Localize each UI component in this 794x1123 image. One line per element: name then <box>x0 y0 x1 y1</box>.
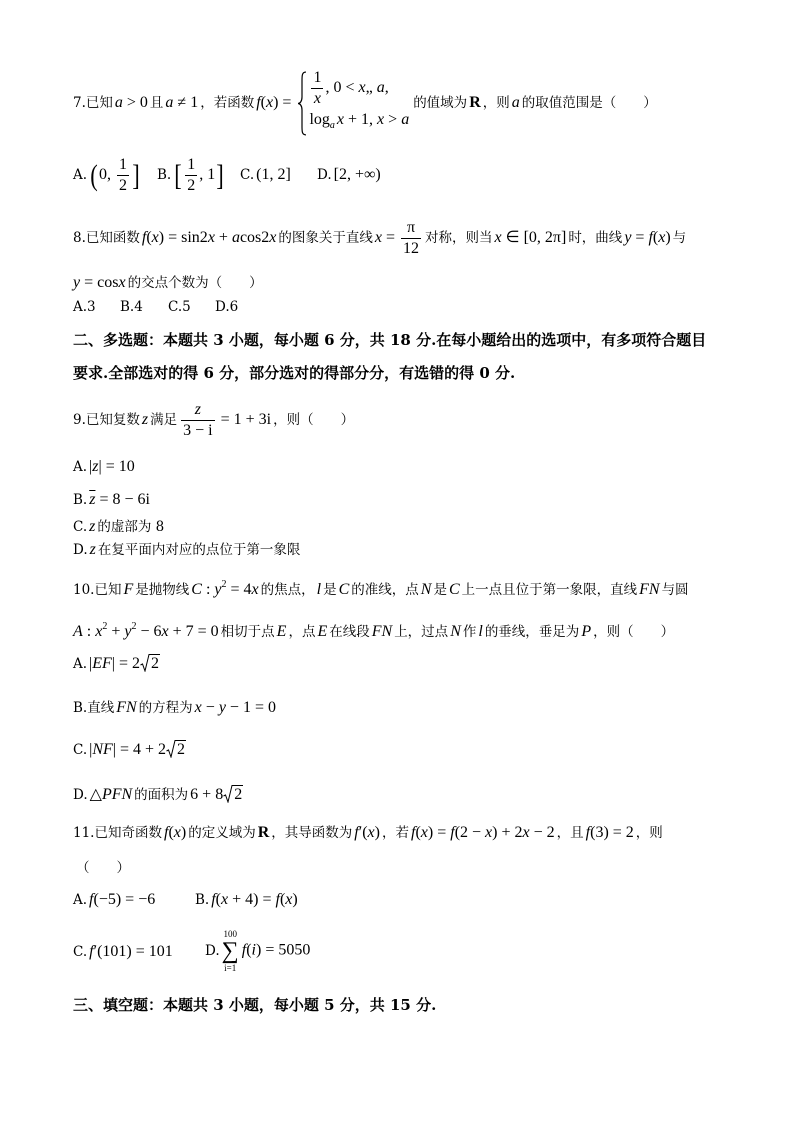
math-variable: l <box>478 623 483 640</box>
math-variable: x <box>420 824 428 841</box>
piecewise-function <box>297 69 409 138</box>
question-9-option-c <box>73 516 166 538</box>
text-run: 的图象关于直线 <box>278 230 373 246</box>
math-text: ( <box>279 891 286 908</box>
math-text: , <box>384 79 389 96</box>
math-text: ) + 2 <box>492 824 523 841</box>
math-variable: x <box>207 229 215 246</box>
fraction <box>117 156 129 195</box>
text-run: 10.已知 <box>73 582 122 598</box>
math-variable: C <box>338 581 350 598</box>
math-variable: FN <box>371 623 393 640</box>
text-run: 上一点且位于第一象限，直线 <box>461 582 638 598</box>
text-run: 时，曲线 <box>568 230 623 246</box>
text-run: A. <box>73 892 88 908</box>
math-variable: F <box>123 581 134 598</box>
math-text: π <box>406 219 416 236</box>
denominator <box>181 421 214 440</box>
text-run: 相切于点 <box>220 624 275 640</box>
math-variable: x <box>151 229 159 246</box>
math-text: ) <box>374 824 380 841</box>
math-variable: i <box>251 941 256 959</box>
question-11-option-a <box>73 889 155 911</box>
piecewise-row <box>309 108 409 138</box>
math-variable: C <box>448 581 460 598</box>
math-text: = <box>631 229 649 246</box>
text-run: B.直线 <box>73 700 115 716</box>
math-text: = 8 − 6i <box>95 491 150 508</box>
math-text: − 6 <box>136 623 162 640</box>
math-text: ≠ 1 <box>173 94 199 111</box>
superscript: 2 <box>221 579 227 590</box>
math-variable: x <box>522 824 530 841</box>
math-text: ) = sin2 <box>158 229 208 246</box>
math-text: 1 <box>313 69 322 86</box>
math-text: ( <box>168 824 174 841</box>
math-text: „ <box>365 79 377 96</box>
text-run: C. <box>73 519 88 535</box>
fraction <box>185 156 197 195</box>
math-text: : <box>201 581 215 598</box>
question-7-option-a <box>73 156 141 195</box>
numerator <box>401 219 421 239</box>
math-variable: x <box>336 111 345 128</box>
math-variable: y <box>624 229 632 246</box>
math-text: (2 − <box>454 824 486 841</box>
math-variable: x <box>658 229 666 246</box>
question-9-option-a <box>73 456 135 478</box>
text-run: 的面积为 <box>134 787 189 803</box>
math-variable: f <box>241 941 247 959</box>
conjugate-variable: $\overline{z}$ <box>89 491 96 508</box>
math-variable: N <box>450 623 461 640</box>
sigma-symbol: ∑ <box>221 938 239 964</box>
math-variable: f <box>648 229 653 246</box>
math-text: ′( <box>358 824 368 841</box>
math-variable: a <box>165 94 174 111</box>
math-text: + 4) = <box>228 891 276 908</box>
math-text: = cos <box>80 274 119 291</box>
math-variable: z <box>89 541 96 558</box>
math-text: = 4 <box>226 581 252 598</box>
math-text: ( <box>415 824 421 841</box>
math-text: | <box>89 458 93 475</box>
math-variable: f <box>89 891 94 908</box>
superscript: 2 <box>131 621 137 632</box>
fraction <box>311 69 323 108</box>
math-text: 12 <box>403 240 420 257</box>
text-run: 的定义域为 <box>188 825 256 841</box>
text-run: 上，过点 <box>394 624 449 640</box>
question-8-option-c <box>168 296 193 318</box>
text-run: B. <box>73 492 88 508</box>
question-11-option-d <box>205 929 310 973</box>
text-run: 作 <box>462 624 477 640</box>
text-run: ，若函数 <box>200 95 255 111</box>
text-run: 是 <box>433 582 447 598</box>
question-7-option-c <box>240 164 291 186</box>
denominator <box>117 176 129 195</box>
math-text: + 7 = 0 <box>168 623 219 640</box>
math-variable: y <box>214 581 222 598</box>
math-variable: N <box>420 581 432 598</box>
math-variable: x <box>118 274 126 291</box>
text-run: 的垂线，垂足为 <box>484 624 580 640</box>
math-variable: f <box>141 229 147 246</box>
numerator <box>185 156 197 176</box>
question-10-stem-continued <box>73 616 676 643</box>
text-run: A. <box>73 167 88 183</box>
text-run: 的值域为 <box>413 95 468 111</box>
math-variable: FN <box>116 699 137 716</box>
question-8-option-d <box>215 296 240 318</box>
option-label: D.6 <box>215 299 239 315</box>
text-run: 7.已知 <box>73 95 113 111</box>
question-11-stem-continued <box>76 857 132 879</box>
math-text: ∈ [0, 2π] <box>501 229 567 246</box>
math-text: 2 <box>119 177 128 194</box>
piecewise-rows <box>309 69 409 138</box>
radicand: 2 <box>177 741 186 758</box>
section-2-heading-continued: 要求.全部选对的得 6 分，部分选对的得部分分，有选错的得 0 分. <box>73 364 516 382</box>
text-run: D. <box>205 942 220 959</box>
math-variable: f <box>275 891 280 908</box>
math-variable: x <box>269 229 277 246</box>
question-9-stem <box>73 401 356 440</box>
question-7-stem <box>73 69 659 138</box>
text-run: 9.已知复数 <box>73 412 140 428</box>
text-run: 满足 <box>150 412 178 428</box>
math-text: [2, +∞) <box>333 166 381 183</box>
text-run: ，则（ ） <box>593 624 675 640</box>
math-text: ( <box>146 229 152 246</box>
math-variable: x <box>285 891 293 908</box>
text-run: D. <box>73 787 88 803</box>
math-variable: a <box>231 229 240 246</box>
text-run: 11.已知奇函数 <box>73 825 162 841</box>
left-brace <box>297 71 307 136</box>
math-variable: x <box>173 824 181 841</box>
text-run: C. <box>73 944 88 960</box>
math-text: ( <box>260 94 266 111</box>
radical-sign <box>166 740 176 758</box>
text-run: 是抛物线 <box>135 582 190 598</box>
square-root <box>166 740 186 759</box>
math-text: cos2 <box>239 229 270 246</box>
text-run: ，若 <box>381 825 409 841</box>
denominator <box>401 239 421 258</box>
math-variable: f <box>211 891 216 908</box>
math-text: 1 <box>119 156 128 173</box>
question-11-stem <box>73 822 665 844</box>
text-run: D. <box>317 167 332 183</box>
denominator <box>311 89 323 108</box>
math-text: 1 <box>187 156 196 173</box>
math-text: log <box>309 111 330 128</box>
radicand: 2 <box>151 655 160 672</box>
math-text: 6 + 8 <box>190 786 224 803</box>
math-variable: f <box>585 824 591 841</box>
question-8-option-a <box>73 296 98 318</box>
math-variable: x <box>265 94 274 111</box>
math-text: 0, <box>99 166 116 183</box>
math-variable: x <box>251 581 259 598</box>
math-variable: y <box>73 274 81 291</box>
question-10-option-b <box>73 697 276 719</box>
math-variable: E <box>317 623 328 640</box>
math-text: ) = <box>273 94 296 111</box>
text-run: 与圆 <box>661 582 689 598</box>
math-text: △ <box>89 786 102 803</box>
sum-lower-limit: i=1 <box>224 963 237 973</box>
question-10-stem <box>73 574 691 601</box>
text-run: ，则 <box>635 825 663 841</box>
question-9-option-b <box>73 489 150 511</box>
math-text: ( <box>215 891 221 908</box>
option-label: C.5 <box>168 299 191 315</box>
text-run: C. <box>73 742 88 758</box>
math-bold-set: R <box>469 94 481 111</box>
text-run: 是 <box>323 582 337 598</box>
math-text: | = 4 + 2 <box>112 741 167 758</box>
denominator <box>185 176 197 195</box>
math-text: : <box>82 623 96 640</box>
math-variable: a <box>511 94 520 111</box>
text-run: 且 <box>149 95 164 111</box>
text-run: 在线段 <box>329 624 370 640</box>
text-run: 的取值范围是（ ） <box>521 95 657 111</box>
radicand: 2 <box>234 786 243 803</box>
question-10-option-c <box>73 739 186 761</box>
summation <box>222 929 239 973</box>
math-variable: x <box>494 229 502 246</box>
fraction <box>401 219 421 258</box>
section-2-heading: 二、多选题：本题共 3 小题，每小题 6 分，共 18 分.在每小题给出的选项中，有多项符合题目 <box>73 331 707 349</box>
math-variable: x <box>485 824 493 841</box>
math-variable: f <box>163 824 169 841</box>
numerator <box>181 401 214 421</box>
math-text: , 0 < <box>325 79 359 96</box>
square-root <box>223 785 243 804</box>
math-variable: E <box>276 623 287 640</box>
interval-bracket: ( <box>90 158 98 192</box>
question-8-option-b <box>120 296 145 318</box>
text-run: B. <box>157 167 172 183</box>
math-variable: A <box>73 623 83 640</box>
question-7-option-b <box>157 156 225 195</box>
subscript: a <box>329 120 335 131</box>
math-variable: x <box>95 623 103 640</box>
math-text: | <box>89 741 93 758</box>
text-run: 的焦点， <box>260 582 315 598</box>
option-label: B.4 <box>120 299 143 315</box>
math-text: ) = <box>427 824 451 841</box>
text-run: （ ） <box>76 860 130 876</box>
math-text: (1, 2] <box>256 166 291 183</box>
math-variable: x <box>313 90 321 107</box>
math-text: ′(101) = 101 <box>93 943 173 960</box>
text-run: D. <box>73 542 88 558</box>
math-variable: l <box>316 581 322 598</box>
math-variable: x <box>358 79 366 96</box>
math-variable: NF <box>92 741 113 758</box>
math-text: + <box>214 229 232 246</box>
math-variable: z <box>92 458 99 475</box>
math-variable: z <box>194 401 201 418</box>
math-text: ) <box>180 824 187 841</box>
math-variable: x <box>374 229 382 246</box>
math-variable: x <box>161 623 169 640</box>
text-run: ，则（ ） <box>273 412 355 428</box>
math-text: + <box>107 623 125 640</box>
interval-bracket: ] <box>216 158 224 192</box>
math-text: 2 <box>187 177 196 194</box>
math-text: | <box>89 655 93 672</box>
math-variable: C <box>191 581 202 598</box>
math-text: − 2 <box>529 824 555 841</box>
radical-sign <box>140 654 150 672</box>
fraction <box>181 401 214 440</box>
question-7-option-d <box>317 164 381 186</box>
math-text: = <box>382 229 400 246</box>
superscript: 2 <box>102 621 108 632</box>
math-variable: x <box>377 111 385 128</box>
numerator <box>311 69 323 89</box>
question-8-stem <box>73 219 688 258</box>
math-text: ) <box>665 229 671 246</box>
math-text: (−5) = −6 <box>93 891 156 908</box>
math-variable: y <box>124 623 132 640</box>
interval-bracket: [ <box>174 158 182 192</box>
radical-sign <box>223 785 233 803</box>
text-run: 的方程为 <box>138 700 193 716</box>
text-run: A. <box>73 459 88 475</box>
text-run: 对称，则当 <box>425 230 493 246</box>
math-variable: y <box>218 699 226 716</box>
sum-upper-limit: 100 <box>223 929 237 939</box>
text-run: 与 <box>672 230 687 246</box>
math-text: | = 2 <box>111 655 141 672</box>
math-variable: f <box>450 824 455 841</box>
math-variable: a <box>376 79 385 96</box>
text-run: 的交点个数为（ ） <box>127 275 263 291</box>
math-text: = 1 + 3i <box>216 411 272 428</box>
math-variable: x <box>221 891 229 908</box>
interval-bracket: ] <box>132 158 140 192</box>
text-run: 的准线，点 <box>351 582 419 598</box>
math-text: ( <box>652 229 659 246</box>
math-bold-set: R <box>257 824 270 841</box>
question-10-option-a <box>73 653 160 675</box>
math-variable: FN <box>639 581 660 598</box>
math-variable: EF <box>92 655 112 672</box>
math-variable: f <box>354 824 359 841</box>
math-variable: x <box>367 824 375 841</box>
text-run: B. <box>195 892 210 908</box>
math-variable: f <box>256 94 261 111</box>
math-text: | = 10 <box>98 458 135 475</box>
math-text: + 1, <box>344 111 378 128</box>
math-text: > 0 <box>122 94 148 111</box>
text-run: ，点 <box>288 624 316 640</box>
piecewise-row <box>309 69 409 108</box>
text-run: 在复平面内对应的点位于第一象限 <box>97 542 301 558</box>
math-variable: z <box>141 411 149 428</box>
square-root <box>140 654 160 673</box>
question-11-option-b <box>195 889 298 911</box>
math-variable: z <box>89 518 96 535</box>
question-11-option-c <box>73 941 173 963</box>
option-label: A.3 <box>73 299 96 315</box>
question-10-option-d <box>73 784 243 806</box>
math-text: ) = 5050 <box>255 941 311 959</box>
math-variable: f <box>410 824 416 841</box>
math-text: , 1 <box>199 166 216 183</box>
text-run: ，其导函数为 <box>271 825 353 841</box>
math-text: − 1 = 0 <box>225 699 276 716</box>
text-run: 的虚部为 8 <box>97 519 165 535</box>
math-variable: a <box>114 94 123 111</box>
math-variable: P <box>581 623 592 640</box>
section-3-heading: 三、填空题：本题共 3 小题，每小题 5 分，共 15 分. <box>73 996 437 1014</box>
math-variable: PFN <box>101 786 133 803</box>
text-run: 8.已知函数 <box>73 230 140 246</box>
math-text: 3 − i <box>183 422 213 439</box>
text-run: ，且 <box>556 825 584 841</box>
math-text: ( <box>246 941 252 959</box>
question-9-option-d <box>73 539 302 561</box>
math-text: > <box>384 111 402 128</box>
text-run: C. <box>240 167 255 183</box>
math-variable: a <box>401 111 410 128</box>
text-run: ，则 <box>482 95 510 111</box>
math-variable: f <box>89 943 94 960</box>
math-text: (3) = 2 <box>590 824 634 841</box>
math-text: − <box>201 699 219 716</box>
text-run: A. <box>73 656 88 672</box>
math-variable: x <box>194 699 202 716</box>
numerator <box>117 156 129 176</box>
question-8-stem-continued <box>73 272 265 294</box>
math-text: ) <box>292 891 298 908</box>
